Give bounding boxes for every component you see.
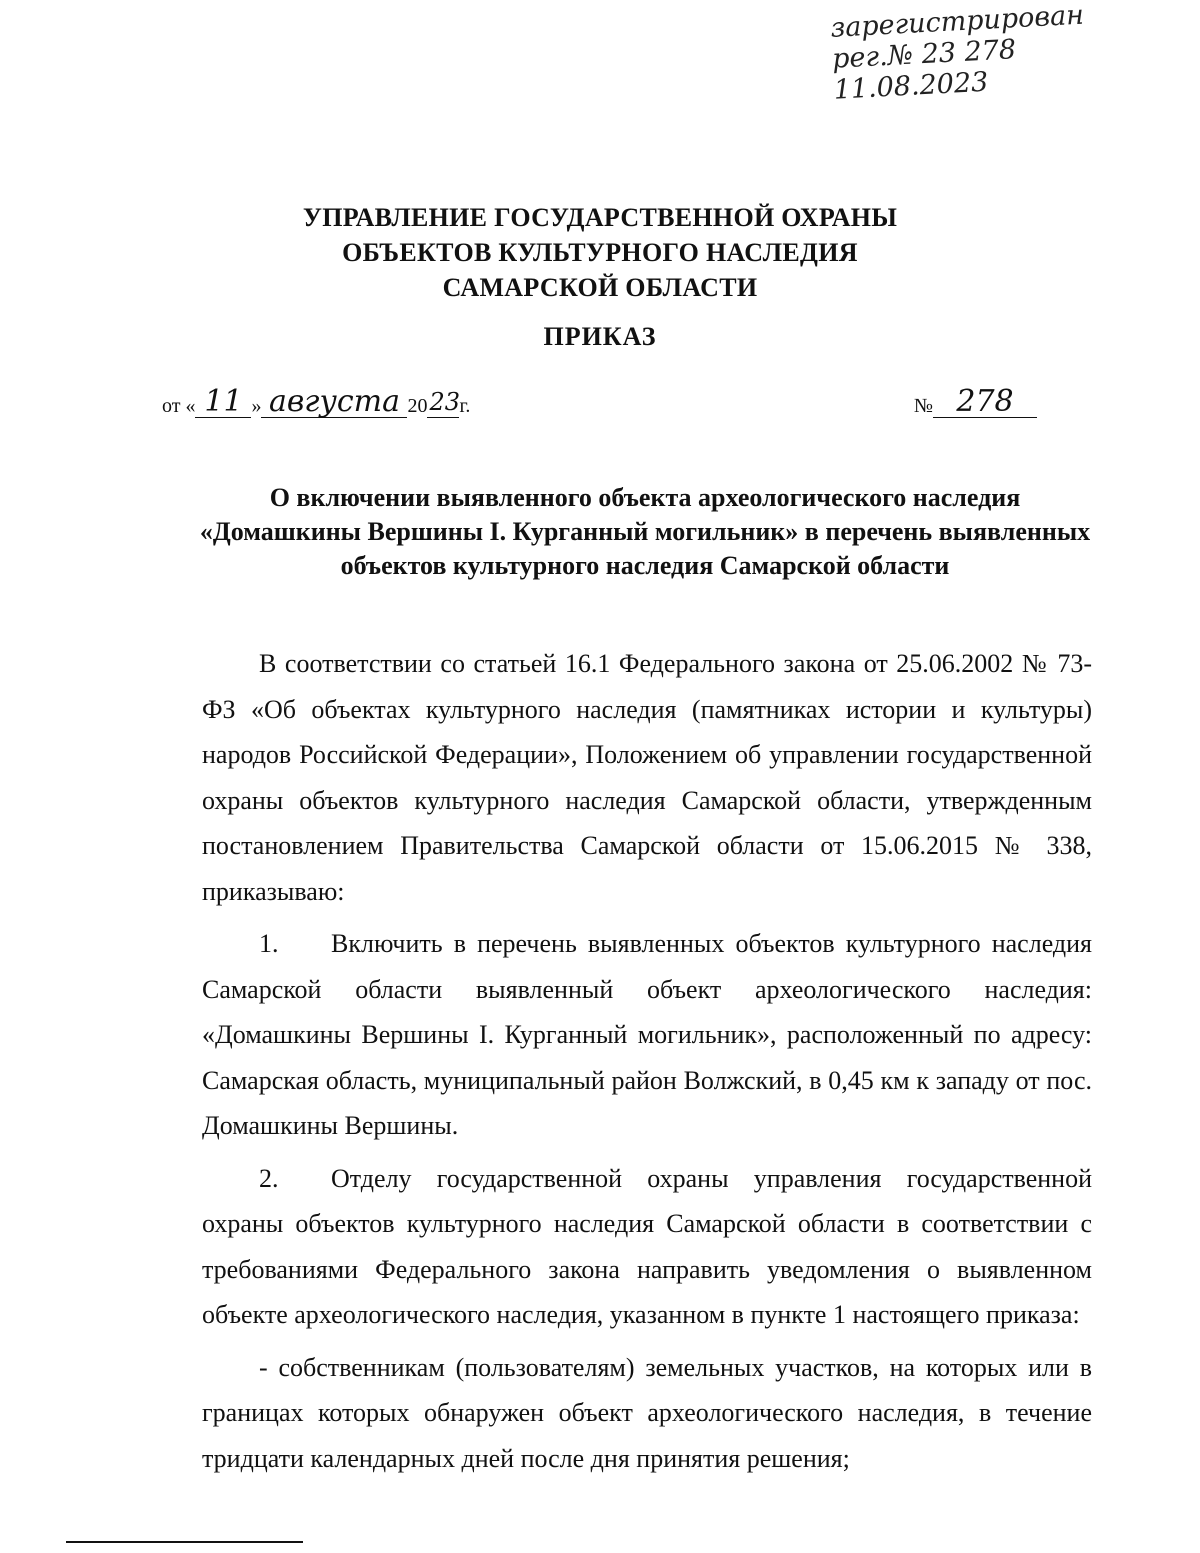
subject-line: объектов культурного наследия Самарской области <box>340 551 950 580</box>
date-prefix: от « <box>162 395 196 417</box>
preamble-paragraph: В соответствии со статьей 16.1 Федерального закона от 25.06.2002 № 73-ФЗ «Об объектах культурного наследия (памятниках истории и культуры) народов Российской Федерации», Положением об управлении государственной охраны объектов культурного наследия Самарской области, утвержденным постановлением Правительства Самарской области от 15.06.2015 № 338, приказываю: <box>202 649 1092 906</box>
subject-line: О включении выявленного объекта археологического наследия <box>269 483 1021 512</box>
dash-item-1: - собственникам (пользователям) земельных участков, на которых или в границах которых обнаружен объект археологического наследия, в течение тридцати календарных дней после дня принятия решения; <box>202 1352 1092 1473</box>
item-1 <box>202 921 1092 1149</box>
agency-header <box>0 200 1200 305</box>
subject-line: «Домашкины Вершины I. Курганный могильник» в перечень выявленных <box>199 517 1091 546</box>
item-2 <box>202 1156 1092 1338</box>
header-line: УПРАВЛЕНИЕ ГОСУДАРСТВЕННОЙ ОХРАНЫ <box>302 203 898 232</box>
stamp-line: зарегистрирован <box>829 0 1085 44</box>
order-subject <box>150 481 1140 583</box>
item-2-text: Отделу государственной охраны управления государственной охраны объектов культурного наследия Самарской области в соответствии с требованиями Федерального закона направить уведомления о выявленном объекте археологического наследия, указанном в пункте 1 настоящего приказа: <box>202 1163 1092 1329</box>
date-month: августа <box>261 387 407 418</box>
order-number <box>913 384 1037 419</box>
stamp-line: рег.№ 23 278 <box>831 34 1017 75</box>
order-title: ПРИКАЗ <box>543 322 657 351</box>
header-line: САМАРСКОЙ ОБЛАСТИ <box>442 273 758 302</box>
order-date <box>162 384 471 419</box>
item-1-number: 1. <box>259 929 279 958</box>
number-value: 278 <box>933 387 1037 418</box>
header-line: ОБЪЕКТОВ КУЛЬТУРНОГО НАСЛЕДИЯ <box>342 238 858 267</box>
order-body <box>202 641 1092 1481</box>
date-mid: » <box>251 395 262 417</box>
date-suffix: г. <box>459 395 471 417</box>
handwritten-registration-note <box>830 0 1095 106</box>
number-prefix: № <box>913 395 933 417</box>
date-year-prefix: 20 <box>407 395 428 417</box>
stamp-line: 11.08.2023 <box>832 66 989 106</box>
item-2-number: 2. <box>259 1163 279 1193</box>
date-day: 11 <box>195 387 251 418</box>
item-1-text: Включить в перечень выявленных объектов культурного наследия Самарской области выявленный объект археологического наследия: «Домашкины Вершины I. Курганный могильник», расположенный по адресу: Самарская область, муниципальный район Волжский, в 0,45 км к западу от пос. Домашкины Вершины. <box>202 929 1092 1140</box>
footnote-divider <box>66 1541 303 1543</box>
date-year-suffix: 23 <box>429 388 461 416</box>
